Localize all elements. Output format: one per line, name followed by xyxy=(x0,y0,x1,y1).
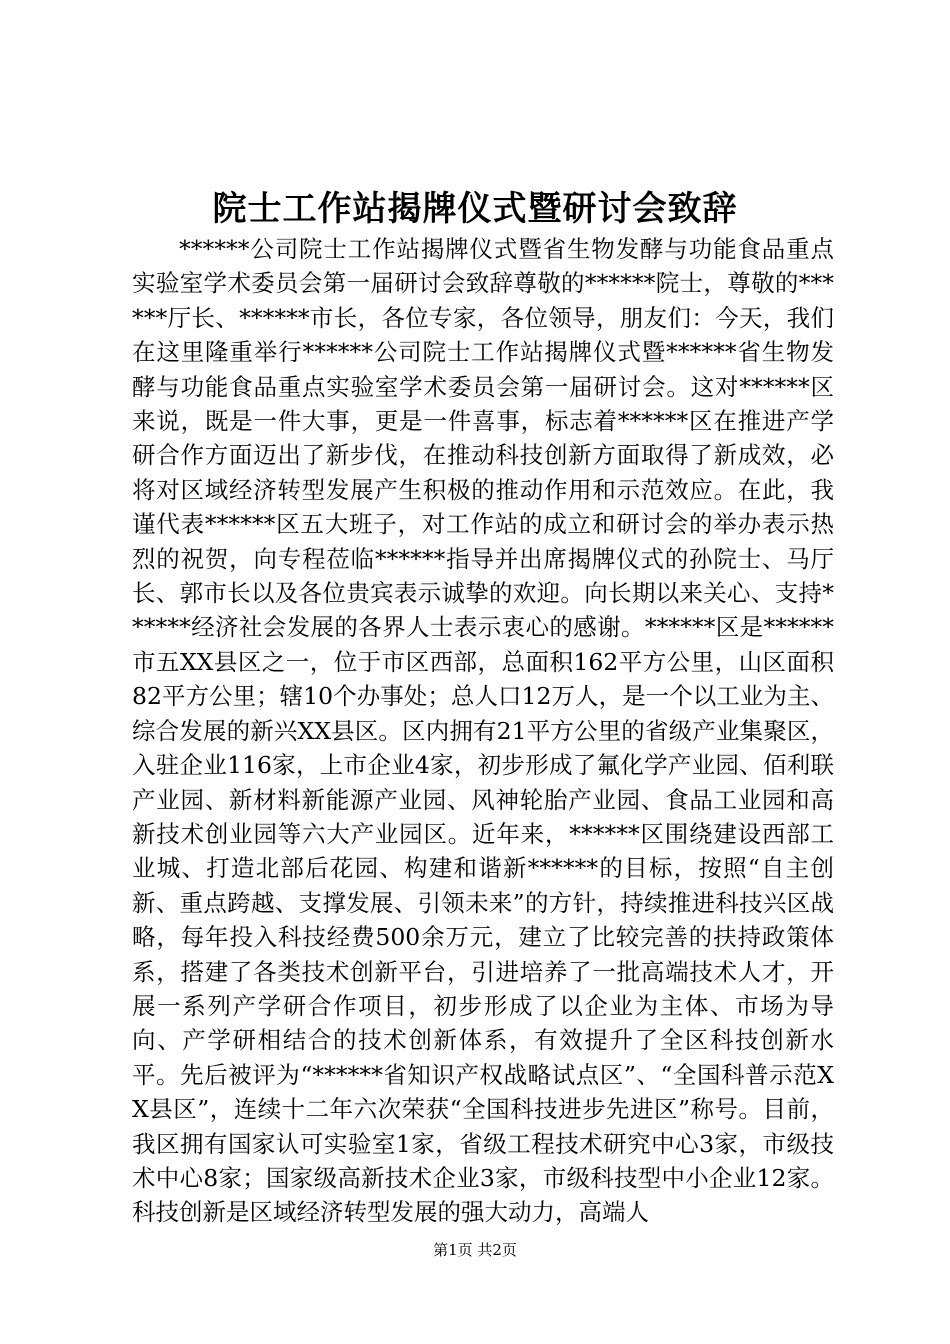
document-body-paragraph: ******公司院士工作站揭牌仪式暨省生物发酵与功能食品重点实验室学术委员会第一届研讨会致辞尊敬的******院士，尊敬的******厅长、******市长，各位专家，各位领导，朋友们：今天，我们在这里隆重举行******公司院士工作站揭牌仪式暨******省生物发酵与功能食品重点实验室学术委员会第一届研讨会。这对******区来说，既是一件大事，更是一件喜事，标志着******区在推进产学研合作方面迈出了新步伐，在推动科技创新方面取得了新成效，必将对区域经济转型发展产生积极的推动作用和示范效应。在此，我谨代表******区五大班子，对工作站的成立和研讨会的举办表示热烈的祝贺，向专程莅临******指导并出席揭牌仪式的孙院士、马厅长、郭市长以及各位贵宾表示诚挚的欢迎。向长期以来关心、支持******经济社会发展的各界人士表示衷心的感谢。******区是******市五XX县区之一，位于市区西部，总面积162平方公里，山区面积82平方公里；辖10个办事处；总人口12万人，是一个以工业为主、综合发展的新兴XX县区。区内拥有21平方公里的省级产业集聚区，入驻企业116家，上市企业4家，初步形成了氟化学产业园、佰利联产业园、新材料新能源产业园、风神轮胎产业园、食品工业园和高新技术创业园等六大产业园区。近年来，******区围绕建设西部工业城、打造北部后花园、构建和谐新******的目标，按照“自主创新、重点跨越、支撑发展、引领未来”的方针，持续推进科技兴区战略，每年投入科技经费500余万元，建立了比较完善的扶持政策体系，搭建了各类技术创新平台，引进培养了一批高端技术人才，开展一系列产学研合作项目，初步形成了以企业为主体、市场为导向、产学研相结合的技术创新体系，有效提升了全区科技创新水平。先后被评为“******省知识产权战略试点区”、“全国科普示范XX县区”，连续十二年六次荣获“全国科技进步先进区”称号。目前，我区拥有国家认可实验室1家，省级工程技术研究中心3家，市级技术中心8家；国家级高新技术企业3家，市级科技型中小企业12家。科技创新是区域经济转型发展的强大动力，高端人 xyxy=(132,235,834,1227)
page-number-footer: 第1页 共2页 xyxy=(433,1241,517,1259)
document-title: 院士工作站揭牌仪式暨研讨会致辞 xyxy=(212,189,738,229)
